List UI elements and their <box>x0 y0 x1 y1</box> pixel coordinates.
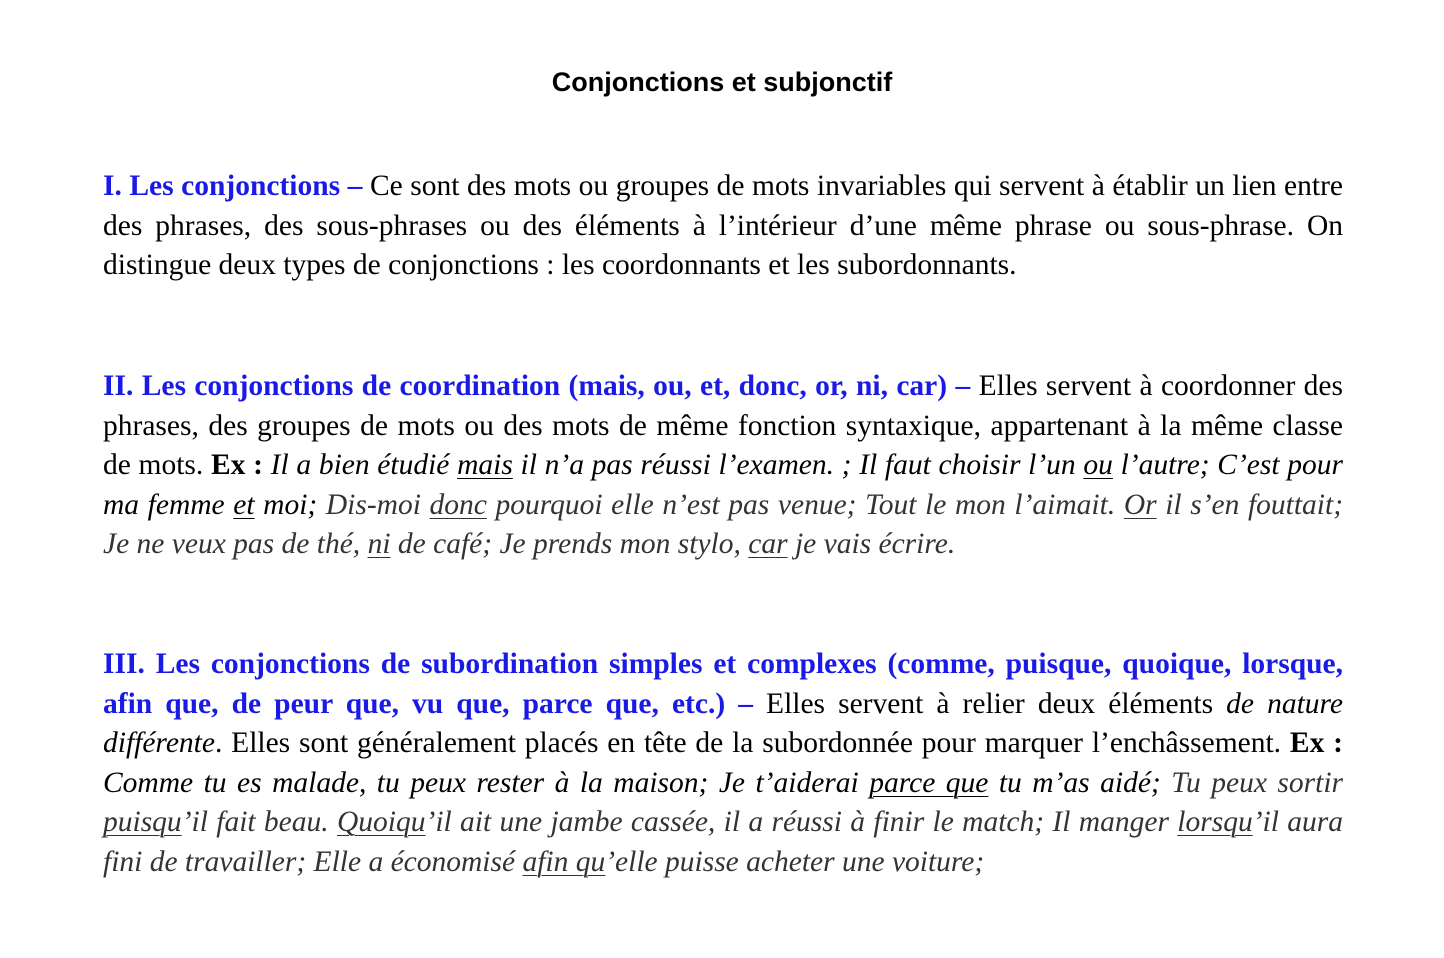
example-label: Ex : <box>211 449 263 481</box>
conjunction-afin-que: afin qu <box>522 845 606 878</box>
example-text: . ; Il faut choisir l’un <box>826 449 1084 481</box>
conjunction-mais: mais <box>457 449 513 481</box>
section-body: . Elles sont généralement placés en tête de la subordonnée pour marquer l’enchâssement. <box>214 727 1290 759</box>
example-label: Ex : <box>1289 727 1343 759</box>
conjunction-car: car <box>748 528 788 560</box>
example-text: ’il aura fini de travailler; Elle a économisé <box>103 806 1343 878</box>
conjunction-ni: ni <box>367 528 391 560</box>
conjunction-parce-que: parce que <box>869 766 989 799</box>
example-text: Comme tu es malade, tu peux rester à la maison; Je t’aiderai <box>103 766 870 799</box>
conjunction-ou: ou <box>1083 449 1113 481</box>
example-text: de café; Je prends mon stylo, <box>390 528 749 560</box>
section-conjonctions <box>103 167 1343 286</box>
example-text: ’il ait une jambe cassée, il a réussi à finir le match; Il manger <box>425 806 1178 838</box>
example-text: moi; <box>254 488 326 521</box>
example-text: pourquoi elle n’est pas venue; Tout le mon l’aimait. <box>486 488 1124 521</box>
example-text: ’elle puisse acheter une voiture; <box>605 845 985 878</box>
conjunction-donc: donc <box>429 488 487 521</box>
conjunction-et: et <box>233 488 255 521</box>
page-title: Conjonctions et subjonctif <box>551 67 893 97</box>
example-text: Tu peux sortir <box>1171 766 1344 799</box>
example-text: Dis-moi <box>325 488 430 521</box>
example-text: je vais écrire. <box>787 528 956 560</box>
conjunction-or: Or <box>1123 488 1157 521</box>
example-text: tu m’as aidé; <box>988 766 1172 799</box>
section-heading: III. Les conjonctions de subordination simples et complexes (comme, puisque, quoique, lorsque, afin que, de peur que, vu que, parce que, etc.) – <box>103 648 1343 720</box>
section-subordination <box>103 645 1343 882</box>
example-text: il s’en fouttait; Je ne veux pas de thé, <box>103 488 1344 560</box>
conjunction-puisque: puisqu <box>103 806 182 838</box>
section-body: Elles servent à relier deux éléments <box>752 687 1227 720</box>
example-text: l’autre; C’est pour ma femme <box>103 449 1344 521</box>
section-heading: I. Les conjonctions – <box>103 170 363 202</box>
example-text: ’il fait beau. <box>181 806 337 838</box>
conjunction-quoique: Quoiqu <box>337 806 426 838</box>
section-body: Ce sont des mots ou groupes de mots invariables qui servent à établir un lien entre des phrases, des sous-phrases ou des éléments à l’intérieur d’une même phrase ou sous-phrase. On distingue deux types de conjonctions : les coordonnants et les subordonnants. <box>103 170 1343 281</box>
section-body: Elles servent à coordonner des phrases, des groupes de mots ou des mots de même fonction syntaxique, appartenant à la même classe de mots. <box>103 370 1343 481</box>
section-coordination <box>103 367 1343 565</box>
conjunction-lorsque: lorsqu <box>1177 806 1253 838</box>
example-text: il n’a pas réussi l’examen <box>512 449 827 481</box>
section-heading: II. Les conjonctions de coordination (mais, ou, et, donc, or, ni, car) – <box>103 370 971 402</box>
section-body-emphasis: de nature différente <box>103 687 1343 759</box>
example-text: Il a bien étudié <box>262 449 458 481</box>
